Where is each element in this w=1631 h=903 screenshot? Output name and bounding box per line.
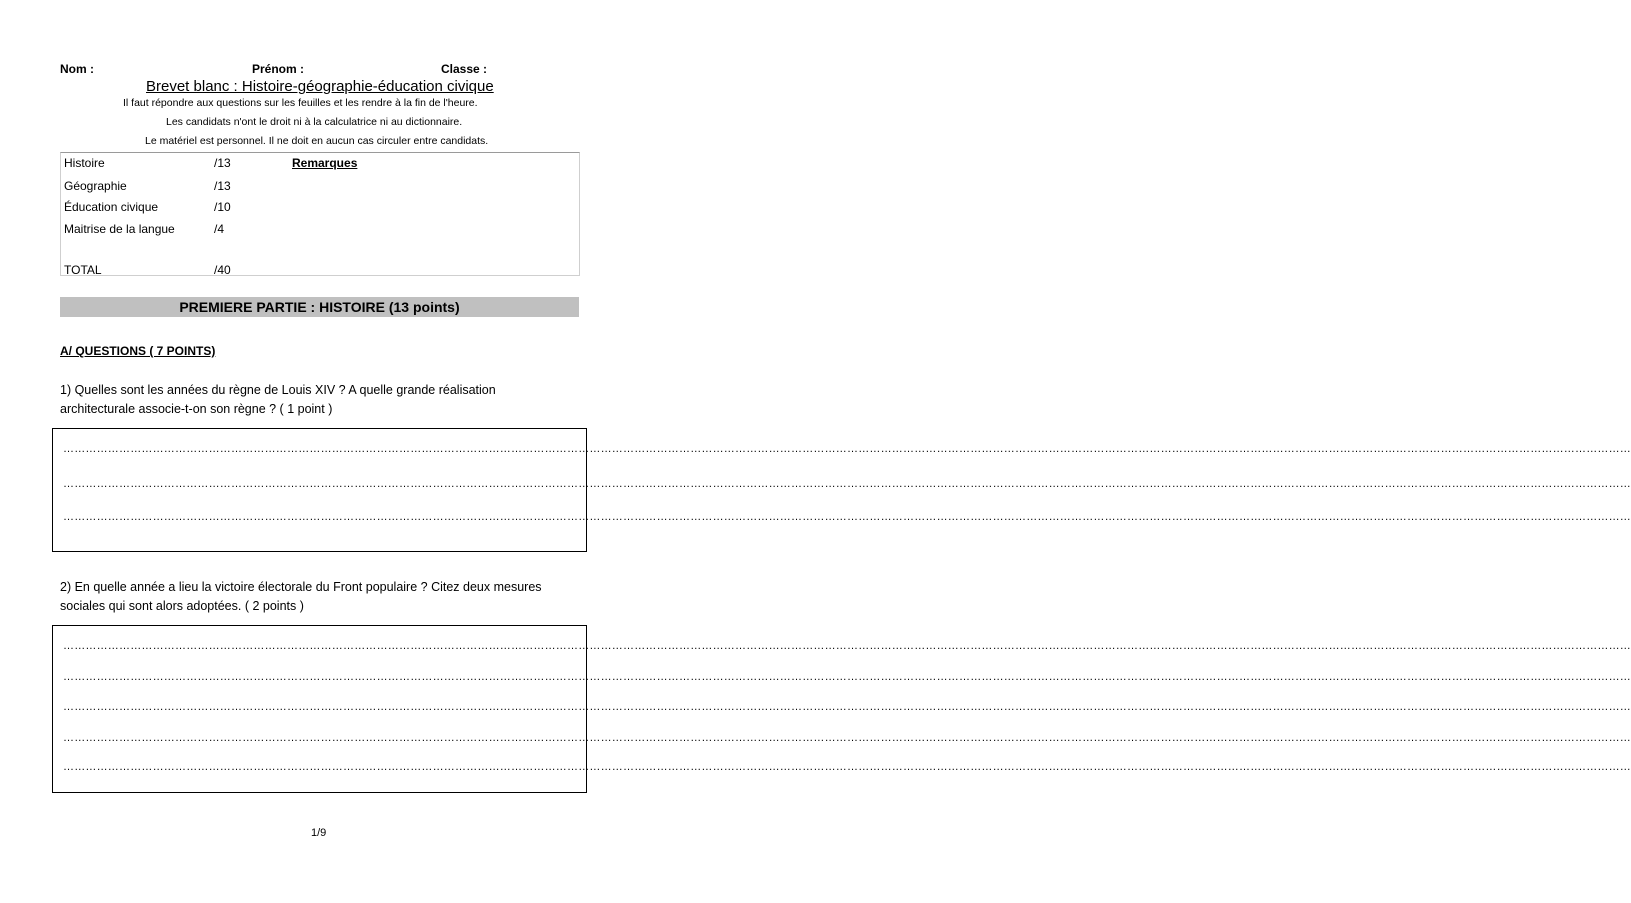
instruction-1: Il faut répondre aux questions sur les feuilles et les rendre à la fin de l'heure.: [123, 97, 478, 109]
score-education-civique: /10: [214, 200, 231, 214]
score-total: /40: [214, 263, 231, 277]
subject-histoire: Histoire: [64, 156, 105, 170]
answer-box-1[interactable]: [52, 428, 1631, 552]
answer-line[interactable]: ……………………………………………………………………………………………………………………………………………………………………………………………………………………………………………………………………………………………………………………………………………………………………………………: [63, 701, 1631, 713]
subject-geographie: Géographie: [64, 179, 127, 193]
answer-line[interactable]: ……………………………………………………………………………………………………………………………………………………………………………………………………………………………………………………………………………………………………………………………………………………………………………………: [63, 478, 1631, 490]
subject-education-civique: Éducation civique: [64, 200, 159, 214]
score-histoire: /13: [214, 156, 231, 170]
classe-label: Classe :: [441, 62, 488, 76]
answer-line[interactable]: ……………………………………………………………………………………………………………………………………………………………………………………………………………………………………………………………………………………………………………………………………………………………………………………: [63, 761, 1631, 773]
score-maitrise-langue: /4: [214, 222, 225, 236]
page-number: 1/9: [311, 827, 327, 839]
answer-line[interactable]: ……………………………………………………………………………………………………………………………………………………………………………………………………………………………………………………………………………………………………………………………………………………………………………………: [63, 671, 1631, 683]
subject-maitrise-langue: Maitrise de la langue: [64, 222, 175, 236]
subject-total: TOTAL: [64, 263, 102, 277]
answer-line[interactable]: ……………………………………………………………………………………………………………………………………………………………………………………………………………………………………………………………………………………………………………………………………………………………………………………: [63, 511, 1631, 523]
question-2-line-1: 2) En quelle année a lieu la victoire électorale du Front populaire ? Citez deux mesures: [60, 580, 542, 594]
score-geographie: /13: [214, 179, 231, 193]
part-title: PREMIERE PARTIE : HISTOIRE (13 points): [60, 297, 579, 317]
question-1-line-1: 1) Quelles sont les années du règne de Louis XIV ? A quelle grande réalisation: [60, 383, 496, 397]
answer-line[interactable]: ……………………………………………………………………………………………………………………………………………………………………………………………………………………………………………………………………………………………………………………………………………………………………………………: [63, 443, 1631, 455]
answer-line[interactable]: ……………………………………………………………………………………………………………………………………………………………………………………………………………………………………………………………………………………………………………………………………………………………………………………: [63, 640, 1631, 652]
instruction-3: Le matériel est personnel. Il ne doit en aucun cas circuler entre candidats.: [145, 135, 489, 147]
grades-table: [60, 152, 580, 276]
instruction-2: Les candidats n'ont le droit ni à la calculatrice ni au dictionnaire.: [166, 116, 463, 128]
remarks-label: Remarques: [292, 156, 358, 170]
nom-label: Nom :: [60, 62, 94, 76]
exam-title: Brevet blanc : Histoire-géographie-éducation civique: [146, 78, 494, 95]
question-2-line-2: sociales qui sont alors adoptées. ( 2 points ): [60, 599, 304, 613]
prenom-label: Prénom :: [252, 62, 305, 76]
section-title: A/ QUESTIONS ( 7 POINTS): [60, 344, 216, 358]
answer-box-2[interactable]: [52, 625, 1631, 793]
answer-line[interactable]: ……………………………………………………………………………………………………………………………………………………………………………………………………………………………………………………………………………………………………………………………………………………………………………………: [63, 732, 1631, 744]
question-1-line-2: architecturale associe-t-on son règne ? ( 1 point ): [60, 402, 333, 416]
